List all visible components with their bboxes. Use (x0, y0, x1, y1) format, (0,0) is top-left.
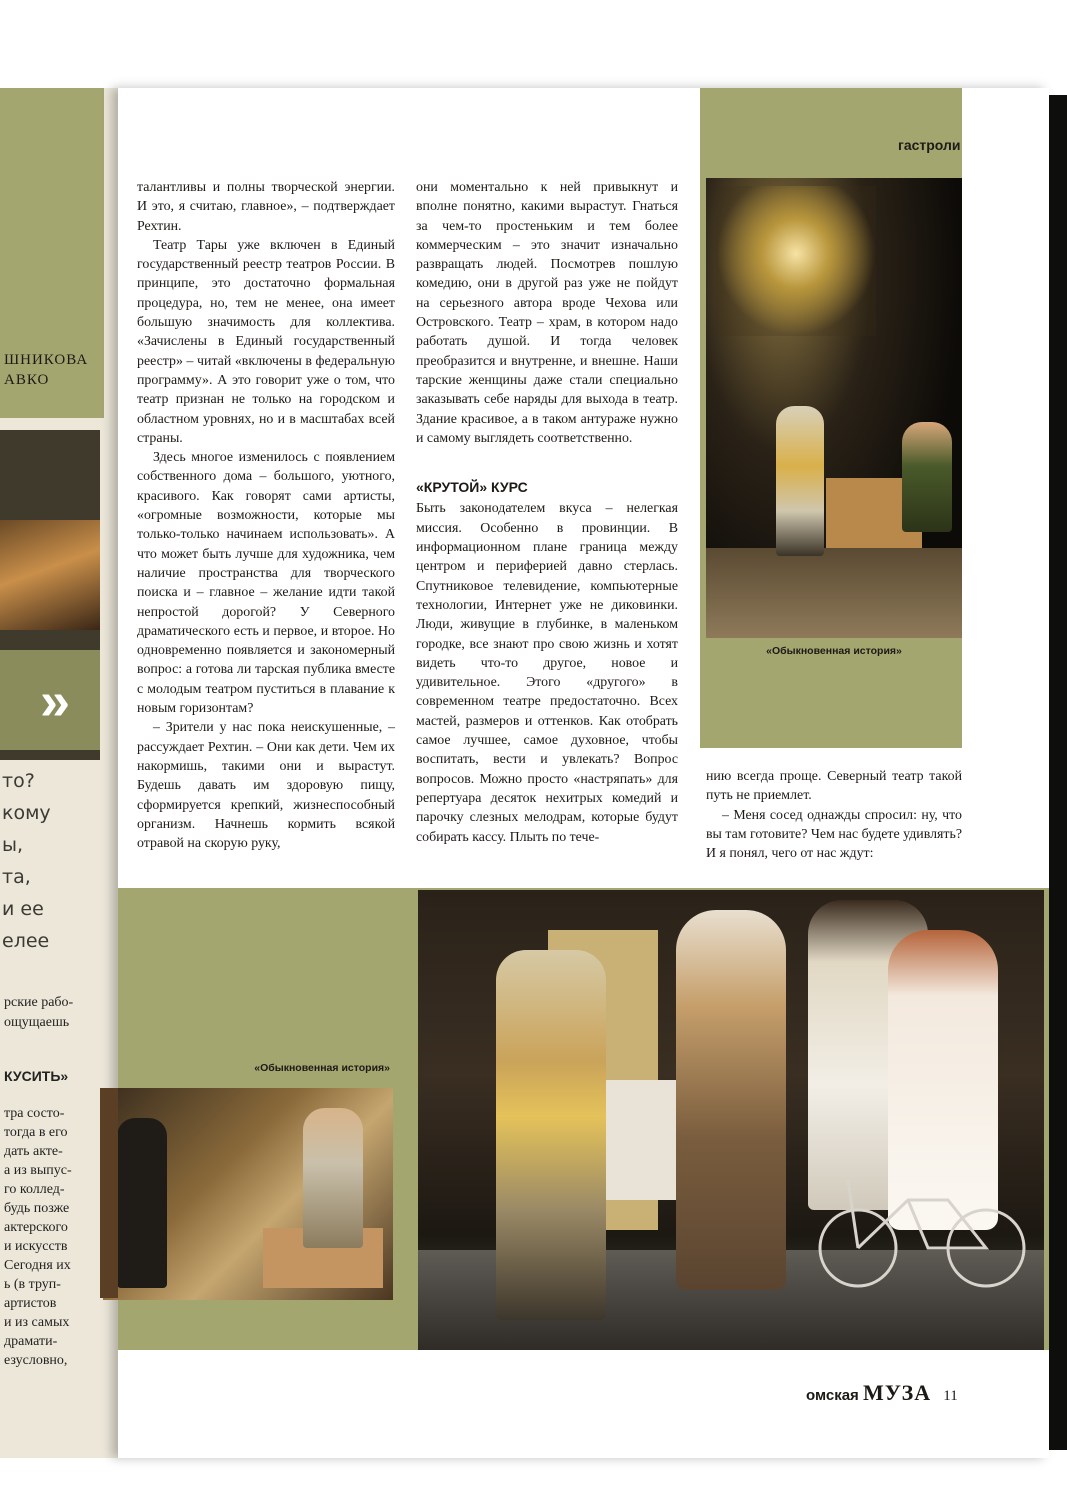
left-heading: КУСИТЬ» (4, 1068, 69, 1084)
left-author-name-line2: АВКО (4, 372, 50, 388)
stage-floor (706, 548, 962, 638)
paragraph: Быть законодателем вкуса – нелегкая миссия. Особенно в провинции. В информационном плане граница между центром и периферией давно стерлась. Спутниковое телевидение, компьютерные технологии, Интернет уже не диковинки. Люди, живущие в глубинке, в маленьком городке, все знают про свою жизнь и хотят видеть что-то другое, новое и удивительное. Этого «другого» в современном театре предостаточно. Всех мастей, размеров и оттенков. Как отобрать самое лучшее, самое духовное, чтобы воспитать, вести и увлекать? Вопрос вопросов. Можно просто «настряпать» для репертуара десяток нехитрых комедий и парочку слезных мелодрам, которые будут собирать кассу. Плыть по тече- (416, 501, 678, 845)
left-column-line: езусловно, (4, 1353, 68, 1368)
left-fragment: кому (2, 802, 51, 824)
chandelier (716, 186, 876, 336)
left-column-line: тра состо- (4, 1106, 65, 1121)
stage-photo-bicycle (418, 890, 1044, 1350)
stage-photo-chandelier (706, 178, 962, 638)
bicycle-icon (818, 1160, 1028, 1290)
left-page-photo-edge (100, 1088, 118, 1298)
paragraph: Театр Тары уже включен в Единый государственный реестр театров России. В принципе, это достаточно формальная процедура, но, тем не менее, она имеет большую значимость для коллектива. «Зачислены в Единый государственный реестр» – читай «включены в федеральную программу». А это говорит уже о том, что театр признан не только на городском и областном уровнях, но и в масштабах всей страны. (137, 237, 395, 446)
actor-figure (117, 1118, 167, 1288)
paragraph: – Зрители у нас пока неискушенные, – рассуждает Рехтин. – Они как дети. Чем их накормишь, такими они и вырастут. Будешь давать им здоровую пищу, сформируется крепкий, жизнеспособный организм. Начнешь кормить всякой отравой на скорую руку, (137, 720, 395, 852)
section-heading: «КРУТОЙ» КУРС (416, 479, 528, 496)
actor-figure (303, 1108, 363, 1248)
left-column-line: ь (в труп- (4, 1277, 61, 1292)
text-column-1 (137, 178, 395, 853)
left-column-line: артистов (4, 1296, 57, 1311)
magazine-footer (806, 1380, 958, 1406)
actor-figure (902, 422, 952, 532)
left-column-line: го коллед- (4, 1182, 65, 1197)
paragraph: они моментально к ней привыкнут и вполне понятно, какими вырастут. Гнаться за чем-то простеньким и тем более коммерческим – это значит изначально развращать людей. Посмотрев пошлую комедию, они в другой раз уже не пойдут на серьезного автора вроде Чехова или Островского. Театр – храм, в котором надо работать душой. И тогда человек преобразится и внутренне, и внешне. Наши тарские женщины даже стали специально заказывать себе наряды для выхода в театр. Здание красивое, а в таком антураже нужно и самому выглядеть соответственно. (416, 180, 678, 446)
text-column-3 (706, 767, 962, 863)
photo-caption: «Обыкновенная история» (254, 1062, 390, 1074)
page-number: 11 (943, 1388, 958, 1404)
left-quote-mark: » (40, 671, 71, 731)
left-column-line: будь позже (4, 1201, 70, 1216)
footer-word: омская (806, 1387, 859, 1404)
left-fragment: и ее (2, 898, 44, 920)
left-column-line: Сегодня их (4, 1258, 71, 1273)
paragraph: талантливы и полны творческой энергии. И это, я считаю, главное», – подтверждает Рехтин. (137, 180, 395, 234)
left-fragment: елее (2, 930, 50, 952)
left-column-line: а из выпус- (4, 1163, 72, 1178)
left-column-line: актерского (4, 1220, 68, 1235)
paragraph: – Меня сосед однажды спросил: ну, что вы там готовите? Чем нас будете удивлять? И я понял, чего от нас ждут: (706, 807, 962, 862)
photo-caption: «Обыкновенная история» (766, 645, 902, 657)
left-small-line: рские рабо- (4, 995, 74, 1010)
actor-figure (496, 950, 606, 1320)
left-page-photo (0, 520, 100, 630)
paragraph: нию всегда проще. Северный театр такой путь не приемлет. (706, 769, 962, 804)
left-author-name-line1: ШНИКОВА (4, 352, 89, 368)
left-column-line: дать акте- (4, 1144, 63, 1159)
actress-figure (676, 910, 786, 1290)
page-edge-shadow (1049, 95, 1067, 1450)
left-column-line: драмати- (4, 1334, 58, 1349)
paragraph: Здесь многое изменилось с появлением собственного дома – большого, уютного, красивого. Как говорят сами артисты, «огромные возможности, которые мы только-только начинаем использовать». А что может быть лучше для художника, чем наличие пространства для творческого поиска и – главное – желание идти такой непростой дорогой? У Северного драматического есть и первое, и второе. Но одновременно появляется и закономерный вопрос: а готова ли тарская публика вместе с молодым театром пуститься в плавание к новым горизонтам? (137, 450, 395, 717)
left-column-line: и из самых (4, 1315, 70, 1330)
actor-figure (776, 406, 824, 556)
section-rubric: гастроли (898, 137, 961, 153)
left-column-line: тогда в его (4, 1125, 68, 1140)
left-small-line: ощущаешь (4, 1015, 70, 1030)
left-fragment: ы, (2, 834, 24, 856)
left-fragment: то? (2, 770, 35, 792)
text-column-2 (416, 178, 678, 847)
stage-photo-small (103, 1088, 393, 1300)
magazine-name: МУЗА (862, 1380, 932, 1405)
left-column-line: и искусств (4, 1239, 68, 1254)
left-fragment: та, (2, 866, 31, 888)
